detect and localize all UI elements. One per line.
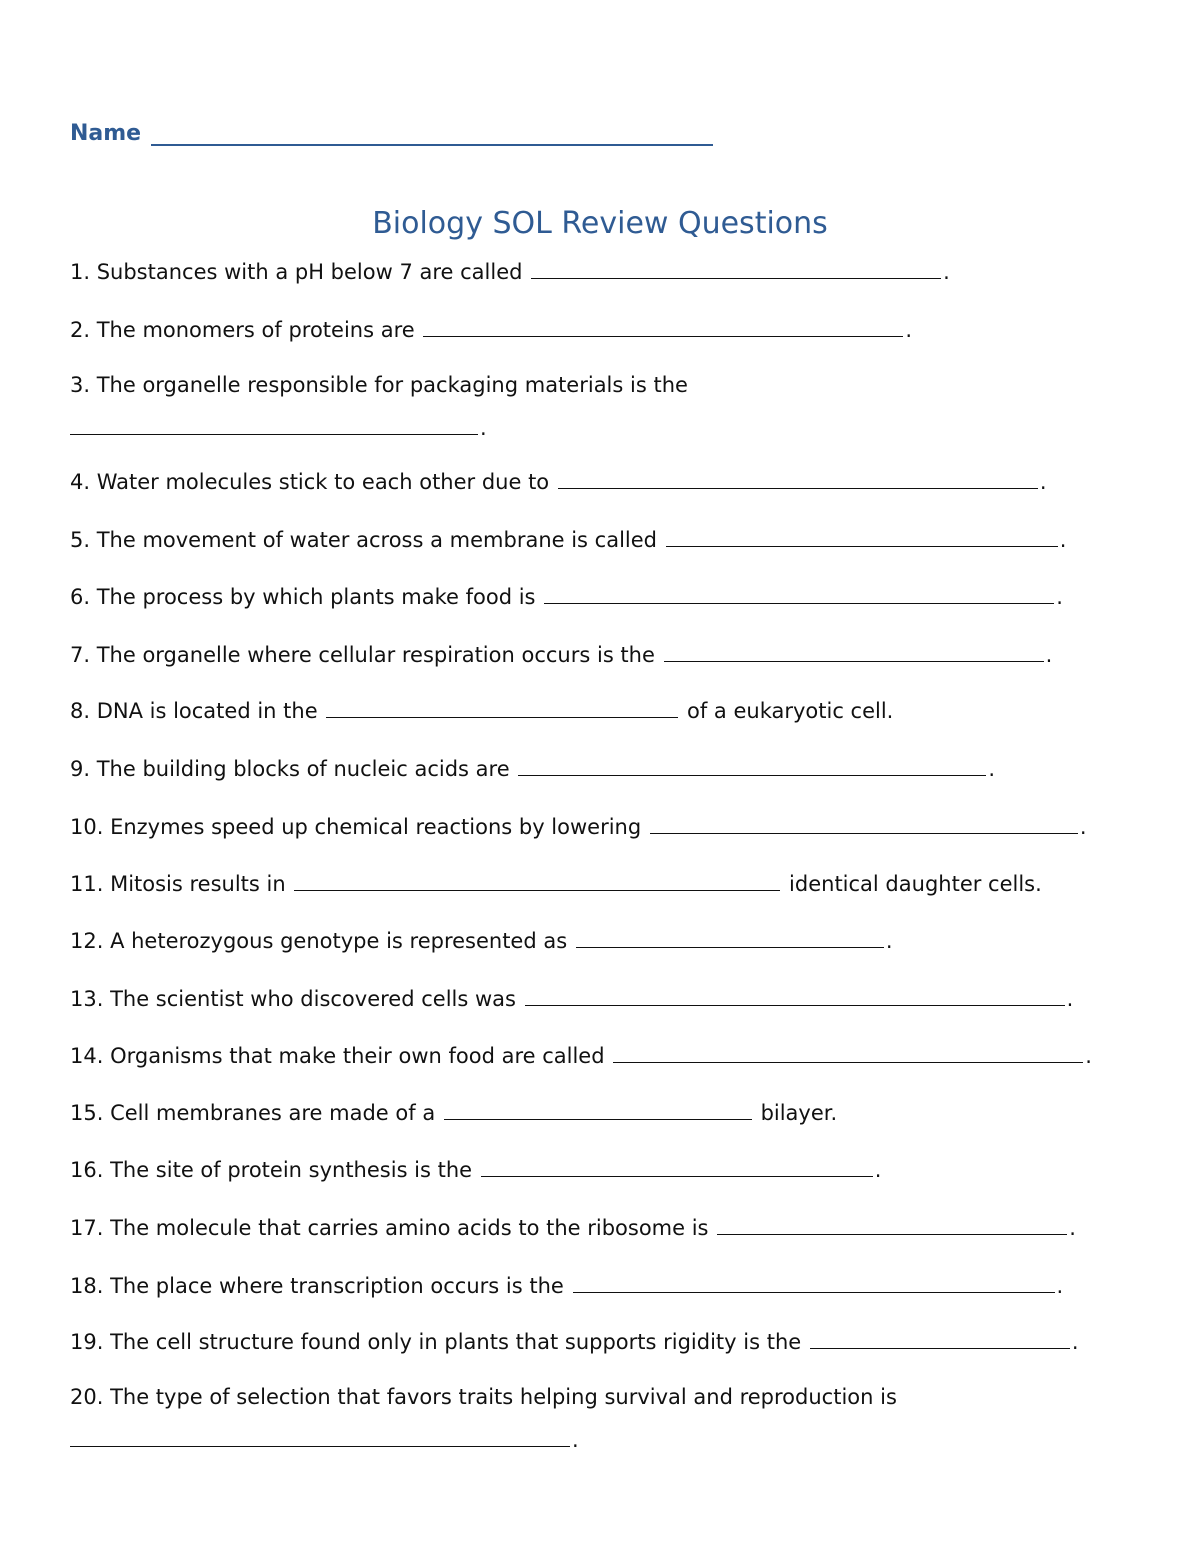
question-2: 2. The monomers of proteins are . xyxy=(70,312,912,345)
answer-blank-7[interactable] xyxy=(664,637,1044,662)
answer-blank-15[interactable] xyxy=(444,1095,752,1120)
answer-blank-18[interactable] xyxy=(573,1268,1055,1293)
answer-blank-4[interactable] xyxy=(558,464,1038,489)
answer-blank-19[interactable] xyxy=(810,1324,1070,1349)
question-9: 9. The building blocks of nucleic acids are . xyxy=(70,751,995,784)
name-field xyxy=(70,118,713,146)
page-title: Biology SOL Review Questions xyxy=(372,206,828,241)
answer-blank-6[interactable] xyxy=(544,579,1054,604)
question-20: 20. The type of selection that favors traits helping survival and reproduction is . xyxy=(70,1385,897,1452)
answer-blank-1[interactable] xyxy=(531,254,941,279)
answer-blank-2[interactable] xyxy=(423,312,903,337)
answer-blank-9[interactable] xyxy=(518,751,986,776)
question-7: 7. The organelle where cellular respiration occurs is the . xyxy=(70,637,1052,670)
question-12: 12. A heterozygous genotype is represented as . xyxy=(70,923,893,956)
question-5: 5. The movement of water across a membrane is called . xyxy=(70,522,1066,555)
answer-blank-10[interactable] xyxy=(650,809,1078,834)
question-8: 8. DNA is located in the of a eukaryotic cell. xyxy=(70,693,893,726)
question-11: 11. Mitosis results in identical daughter cells. xyxy=(70,866,1042,899)
answer-blank-16[interactable] xyxy=(481,1152,873,1177)
question-6: 6. The process by which plants make food is . xyxy=(70,579,1063,612)
answer-blank-8[interactable] xyxy=(326,693,678,718)
answer-blank-17[interactable] xyxy=(717,1210,1067,1235)
question-19: 19. The cell structure found only in plants that supports rigidity is the . xyxy=(70,1324,1079,1357)
answer-blank-11[interactable] xyxy=(294,866,780,891)
question-1: 1. Substances with a pH below 7 are called . xyxy=(70,254,950,287)
question-3: 3. The organelle responsible for packaging materials is the . xyxy=(70,373,688,440)
question-16: 16. The site of protein synthesis is the . xyxy=(70,1152,881,1185)
name-blank[interactable] xyxy=(151,118,713,146)
answer-blank-13[interactable] xyxy=(525,981,1065,1006)
question-18: 18. The place where transcription occurs is the . xyxy=(70,1268,1063,1301)
answer-blank-3[interactable] xyxy=(70,410,478,435)
question-17: 17. The molecule that carries amino acids to the ribosome is . xyxy=(70,1210,1076,1243)
answer-blank-20[interactable] xyxy=(70,1422,570,1447)
answer-blank-12[interactable] xyxy=(576,923,884,948)
question-14: 14. Organisms that make their own food are called . xyxy=(70,1038,1092,1071)
answer-blank-14[interactable] xyxy=(613,1038,1083,1063)
question-10: 10. Enzymes speed up chemical reactions by lowering . xyxy=(70,809,1087,842)
name-label: Name xyxy=(70,121,142,146)
answer-blank-5[interactable] xyxy=(666,522,1058,547)
question-4: 4. Water molecules stick to each other due to . xyxy=(70,464,1047,497)
question-13: 13. The scientist who discovered cells was . xyxy=(70,981,1073,1014)
question-15: 15. Cell membranes are made of a bilayer. xyxy=(70,1095,837,1128)
